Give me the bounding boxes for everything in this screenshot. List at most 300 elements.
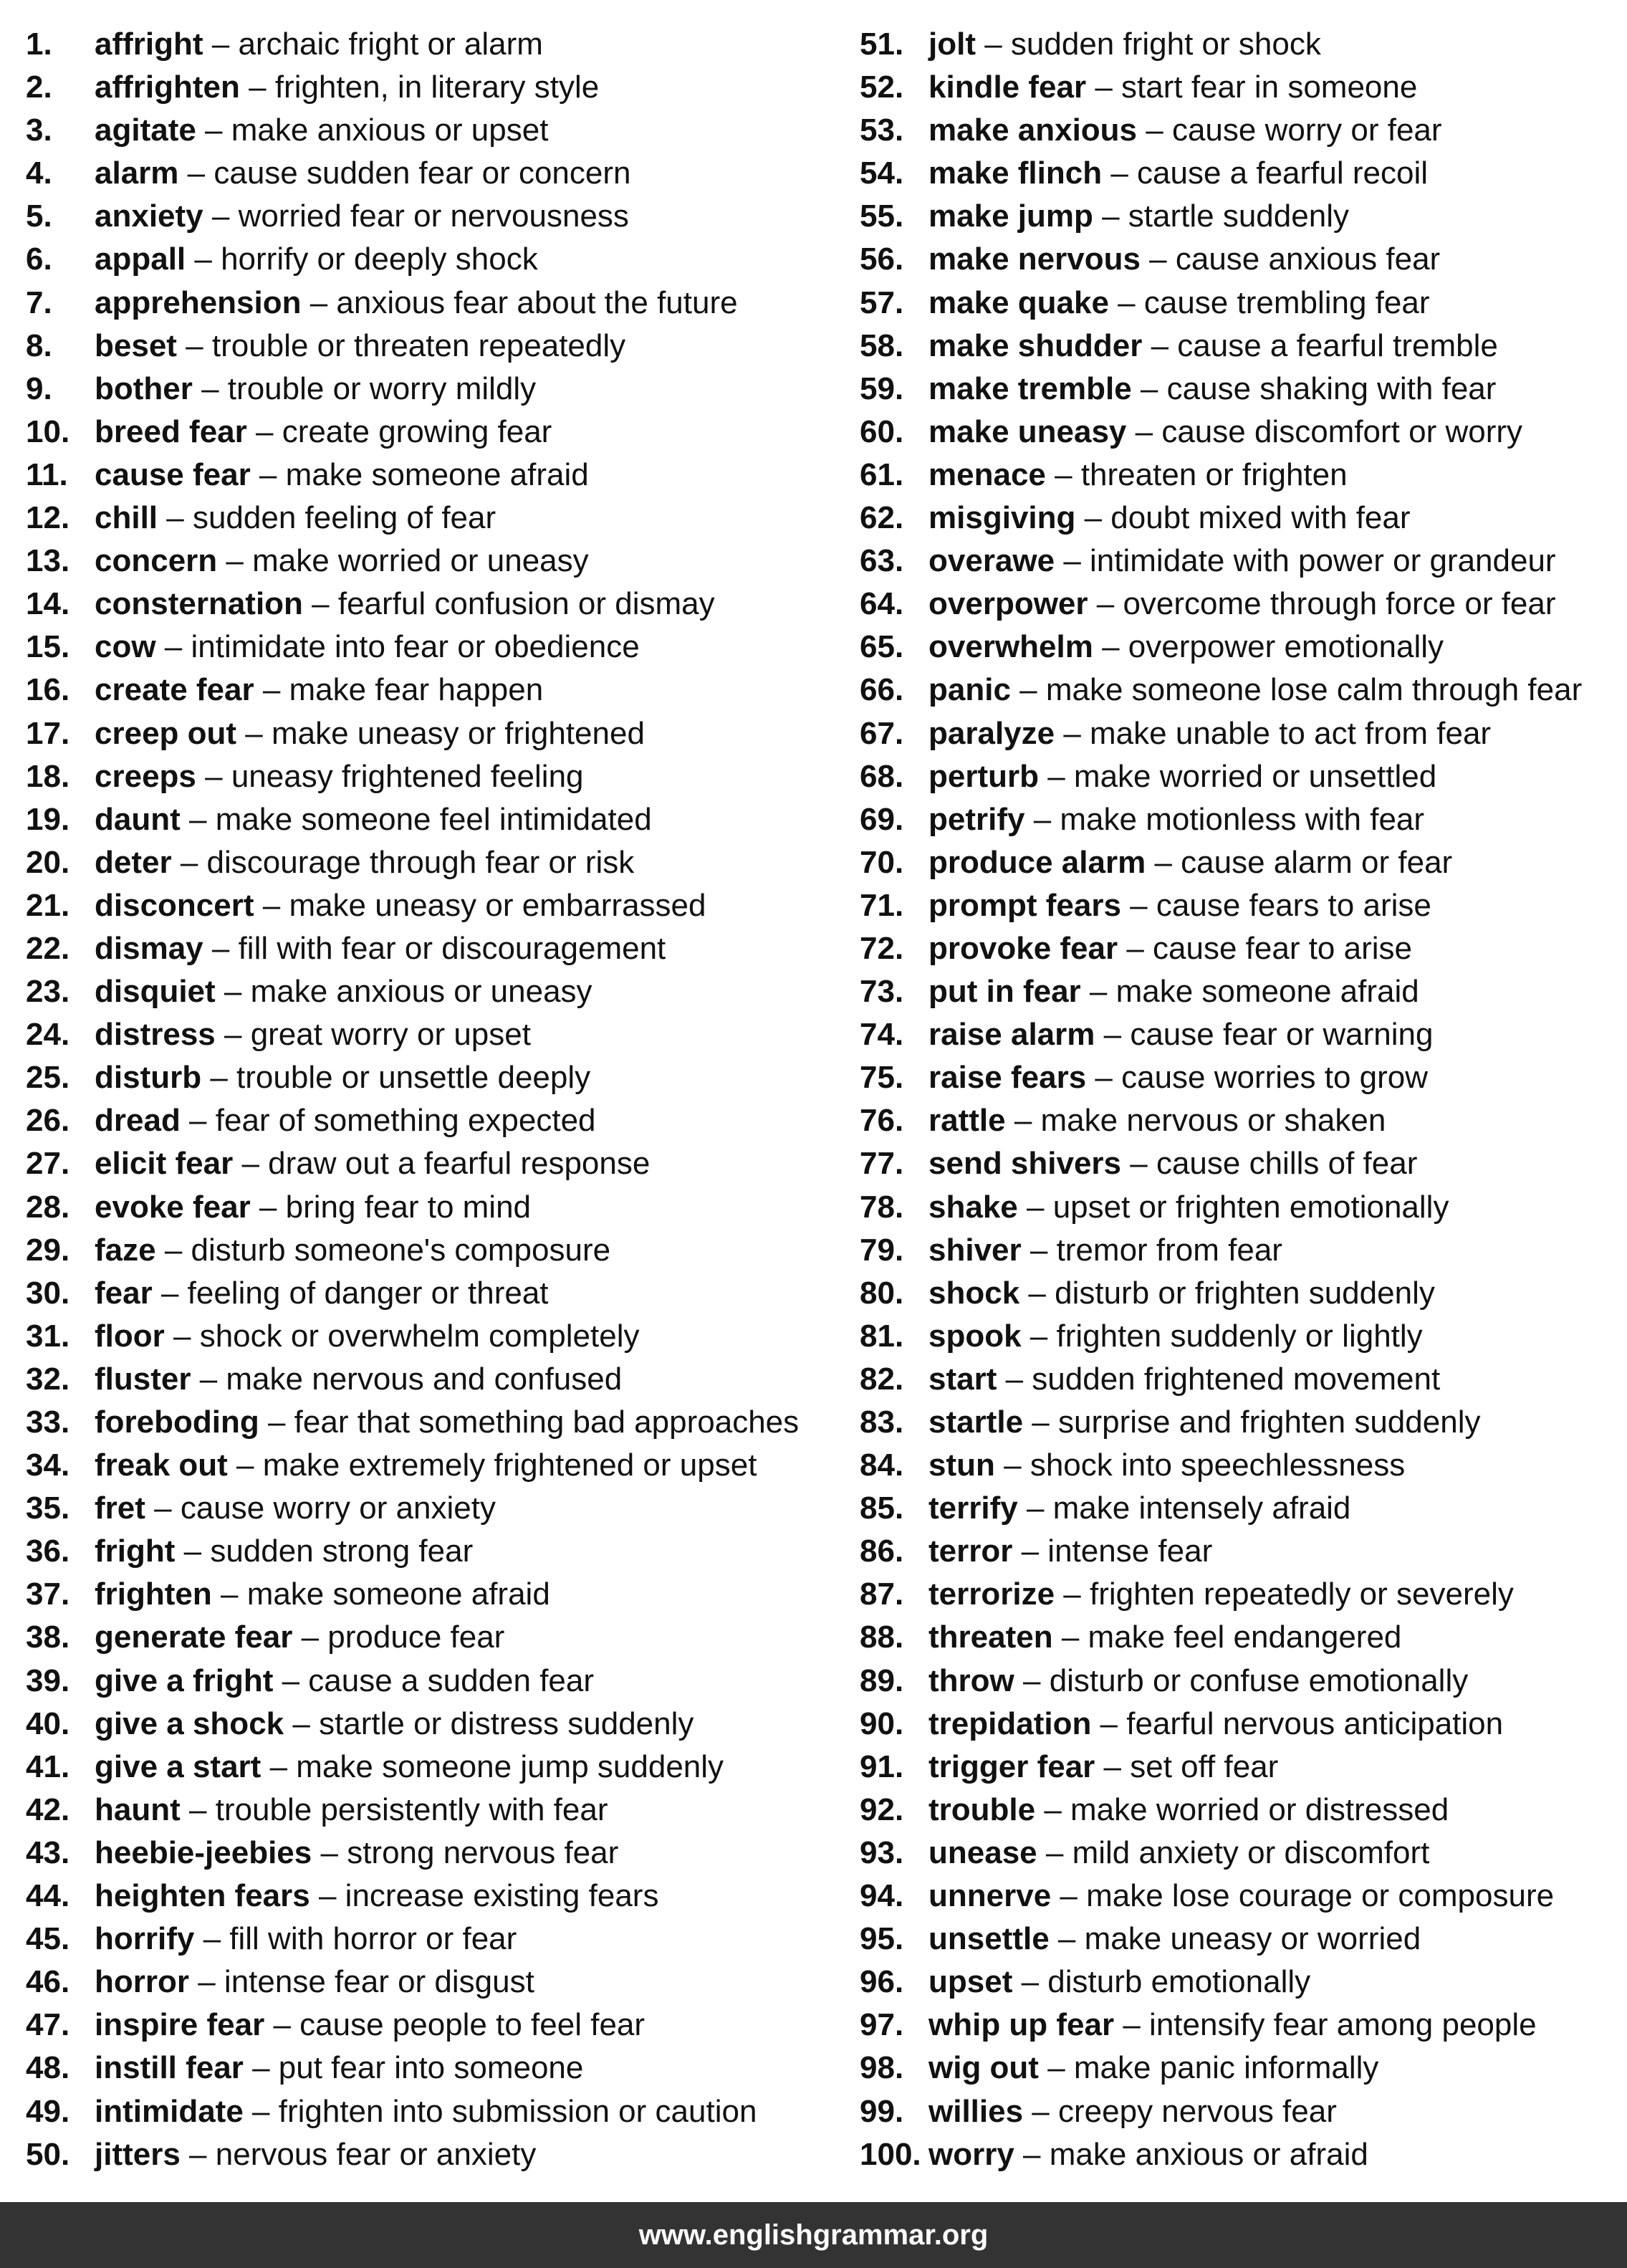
item-definition: feeling of danger or threat	[187, 1275, 549, 1311]
item-separator: –	[236, 715, 272, 751]
item-definition: discourage through fear or risk	[206, 844, 635, 880]
item-number: 66.	[860, 672, 904, 708]
item-number: 89.	[860, 1662, 904, 1698]
list-item	[860, 626, 1619, 669]
item-number: 93.	[860, 1834, 904, 1870]
item-term: terrorize	[928, 1576, 1055, 1612]
item-term: heighten fears	[95, 1878, 310, 1914]
item-term: make shudder	[928, 327, 1143, 363]
list-item	[860, 2004, 1619, 2047]
item-term: upset	[928, 1964, 1013, 2000]
item-separator: –	[196, 758, 231, 794]
item-number: 88.	[860, 1619, 904, 1655]
item-number: 97.	[860, 2007, 904, 2043]
item-separator: –	[1012, 1964, 1048, 2000]
item-term: creeps	[95, 758, 196, 794]
list-item	[860, 325, 1619, 368]
item-separator: –	[1045, 456, 1081, 492]
item-term: startle	[928, 1405, 1024, 1440]
item-number: 13.	[26, 543, 70, 579]
item-separator: –	[180, 2136, 216, 2172]
item-term: spook	[928, 1318, 1022, 1354]
item-separator: –	[152, 1275, 188, 1311]
list-item	[860, 411, 1619, 454]
item-definition: cause anxious fear	[1175, 241, 1441, 277]
item-definition: cause chills of fear	[1156, 1146, 1418, 1182]
item-term: misgiving	[928, 500, 1076, 536]
item-definition: make extremely frightened or upset	[262, 1448, 757, 1483]
item-separator: –	[192, 370, 228, 406]
item-term: make flinch	[928, 155, 1103, 191]
item-number: 34.	[26, 1448, 70, 1483]
item-number: 65.	[860, 629, 904, 665]
list-item	[26, 884, 850, 927]
item-term: paralyze	[928, 715, 1055, 751]
item-definition: overpower emotionally	[1128, 629, 1444, 665]
item-separator: –	[176, 327, 212, 363]
item-separator: –	[1131, 370, 1167, 406]
item-definition: make lose courage or composure	[1086, 1878, 1555, 1914]
item-definition: cause a fearful tremble	[1177, 327, 1498, 363]
item-definition: make fear happen	[289, 672, 544, 708]
list-item	[860, 1444, 1619, 1487]
item-separator: –	[273, 1662, 309, 1698]
list-item	[860, 2047, 1619, 2090]
item-definition: intimidate into fear or obedience	[191, 629, 640, 665]
item-definition: sudden feeling of fear	[192, 500, 496, 536]
item-term: frighten	[95, 1576, 212, 1612]
item-separator: –	[254, 887, 289, 923]
item-term: terrify	[928, 1491, 1018, 1526]
item-definition: make anxious or upset	[231, 113, 549, 148]
item-number: 82.	[860, 1361, 904, 1397]
item-definition: intense fear or disgust	[224, 1964, 534, 2000]
list-item	[26, 1444, 850, 1487]
item-number: 77.	[860, 1146, 904, 1182]
item-definition: disturb someone's composure	[191, 1232, 611, 1268]
list-item	[26, 368, 850, 411]
item-number: 19.	[26, 801, 70, 837]
item-number: 62.	[860, 500, 904, 536]
item-definition: cause shaking with fear	[1166, 370, 1497, 406]
item-separator: –	[1091, 1705, 1127, 1741]
item-separator: –	[1102, 155, 1138, 191]
item-term: make anxious	[928, 113, 1138, 148]
item-term: faze	[95, 1232, 156, 1268]
item-number: 56.	[860, 241, 904, 277]
item-number: 2.	[26, 70, 52, 105]
list-item	[26, 497, 850, 540]
item-term: deter	[95, 844, 172, 880]
item-term: shiver	[928, 1232, 1022, 1268]
item-term: trepidation	[928, 1705, 1092, 1741]
list-item	[860, 1832, 1619, 1875]
item-separator: –	[1021, 1232, 1057, 1268]
list-item	[860, 23, 1619, 66]
item-separator: –	[215, 1017, 251, 1053]
item-separator: –	[1055, 715, 1090, 751]
item-definition: make someone afraid	[285, 456, 589, 492]
item-separator: –	[155, 1232, 191, 1268]
list-item	[26, 1272, 850, 1315]
item-term: wig out	[928, 2050, 1039, 2086]
item-number: 61.	[860, 456, 904, 492]
item-number: 40.	[26, 1705, 70, 1741]
item-number: 14.	[26, 586, 70, 622]
list-item	[860, 1616, 1619, 1659]
list-item	[26, 2133, 850, 2176]
item-separator: –	[250, 1189, 286, 1225]
item-number: 11.	[26, 456, 68, 492]
item-term: overpower	[928, 586, 1088, 622]
list-item	[860, 1229, 1619, 1272]
item-number: 42.	[26, 1791, 70, 1827]
item-number: 20.	[26, 844, 70, 880]
item-term: jitters	[95, 2136, 181, 2172]
item-number: 37.	[26, 1576, 70, 1612]
item-separator: –	[1021, 1318, 1057, 1354]
item-term: inspire fear	[95, 2007, 265, 2043]
item-term: provoke fear	[928, 930, 1118, 966]
item-definition: disturb emotionally	[1047, 1964, 1311, 2000]
list-item	[26, 1142, 850, 1185]
item-separator: –	[1121, 1146, 1156, 1182]
item-definition: fearful nervous anticipation	[1126, 1705, 1504, 1741]
item-separator: –	[312, 1834, 347, 1870]
item-definition: uneasy frightened feeling	[231, 758, 584, 794]
item-term: panic	[928, 672, 1011, 708]
item-definition: make worried or uneasy	[252, 543, 589, 579]
item-term: raise alarm	[928, 1017, 1095, 1053]
item-number: 84.	[860, 1448, 904, 1483]
item-term: jolt	[928, 27, 976, 62]
list-item	[26, 626, 850, 669]
item-definition: make uneasy or worried	[1084, 1921, 1421, 1957]
item-definition: bring fear to mind	[285, 1189, 532, 1225]
item-term: overawe	[928, 543, 1055, 579]
item-term: fear	[95, 1275, 153, 1311]
item-separator: –	[164, 1318, 200, 1354]
list-item	[26, 325, 850, 368]
item-definition: make anxious or uneasy	[250, 974, 592, 1010]
item-separator: –	[203, 27, 239, 62]
list-item	[26, 1573, 850, 1616]
item-separator: –	[1052, 1619, 1088, 1655]
item-term: horror	[95, 1964, 189, 2000]
item-separator: –	[243, 2093, 279, 2129]
item-separator: –	[975, 27, 1011, 62]
item-number: 22.	[26, 930, 70, 966]
list-item	[26, 1099, 850, 1142]
item-number: 53.	[860, 113, 904, 148]
item-definition: startle or distress suddenly	[319, 1705, 694, 1741]
item-definition: frighten into submission or caution	[278, 2093, 757, 2129]
item-definition: cause fears to arise	[1156, 887, 1431, 923]
item-definition: make uneasy or embarrassed	[289, 887, 706, 923]
item-definition: fear of something expected	[215, 1103, 596, 1139]
item-separator: –	[203, 930, 239, 966]
item-number: 4.	[26, 155, 52, 191]
item-term: trigger fear	[928, 1748, 1095, 1784]
item-definition: disturb or confuse emotionally	[1049, 1662, 1469, 1698]
list-item	[26, 411, 850, 454]
item-separator: –	[1126, 413, 1162, 449]
list-item	[860, 152, 1619, 195]
item-definition: intense fear	[1047, 1533, 1213, 1569]
item-definition: trouble or threaten repeatedly	[211, 327, 626, 363]
item-definition: make nervous and confused	[226, 1361, 623, 1397]
item-number: 48.	[26, 2050, 70, 2086]
item-definition: make unable to act from fear	[1090, 715, 1492, 751]
item-definition: cause fear or warning	[1130, 1017, 1434, 1053]
item-number: 90.	[860, 1705, 904, 1741]
item-number: 41.	[26, 1748, 70, 1784]
item-separator: –	[292, 1619, 328, 1655]
item-definition: cause discomfort or worry	[1161, 413, 1523, 449]
item-separator: –	[1114, 2007, 1150, 2043]
item-separator: –	[180, 1791, 216, 1827]
item-definition: cause fear to arise	[1153, 930, 1412, 966]
item-separator: –	[302, 586, 338, 622]
list-item	[860, 1961, 1619, 2004]
item-separator: –	[1093, 198, 1128, 234]
list-item	[860, 1660, 1619, 1703]
item-definition: make someone feel intimidated	[215, 801, 652, 837]
list-item	[26, 1660, 850, 1703]
item-definition: threaten or frighten	[1080, 456, 1348, 492]
list-item	[860, 1142, 1619, 1185]
item-number: 80.	[860, 1275, 904, 1311]
item-term: shock	[928, 1275, 1020, 1311]
list-item	[26, 540, 850, 583]
item-separator: –	[203, 198, 239, 234]
item-number: 1.	[26, 27, 52, 62]
list-item	[860, 1358, 1619, 1401]
item-term: send shivers	[928, 1146, 1122, 1182]
list-item	[26, 798, 850, 841]
item-number: 76.	[860, 1103, 904, 1139]
item-separator: –	[1023, 1405, 1058, 1440]
list-item	[26, 238, 850, 281]
list-item	[26, 282, 850, 325]
item-definition: overcome through force or fear	[1123, 586, 1556, 622]
list-item	[860, 1315, 1619, 1358]
item-number: 57.	[860, 284, 904, 320]
item-separator: –	[994, 1448, 1030, 1483]
item-number: 83.	[860, 1405, 904, 1440]
list-item	[860, 583, 1619, 626]
item-term: concern	[95, 543, 218, 579]
list-item	[860, 1746, 1619, 1789]
item-separator: –	[259, 1405, 294, 1440]
list-item	[860, 454, 1619, 497]
list-item	[26, 669, 850, 712]
list-item	[860, 755, 1619, 798]
item-definition: surprise and frighten suddenly	[1058, 1405, 1481, 1440]
item-term: disconcert	[95, 887, 254, 923]
item-number: 79.	[860, 1232, 904, 1268]
list-item	[860, 1401, 1619, 1444]
item-number: 86.	[860, 1533, 904, 1569]
item-definition: cause alarm or fear	[1181, 844, 1453, 880]
list-item	[860, 2090, 1619, 2133]
item-term: disquiet	[95, 974, 216, 1010]
item-separator: –	[1108, 284, 1144, 320]
list-item	[860, 1530, 1619, 1573]
item-number: 49.	[26, 2093, 70, 2129]
item-term: cow	[95, 629, 156, 665]
item-separator: –	[215, 974, 251, 1010]
item-definition: tremor from fear	[1056, 1232, 1282, 1268]
list-item	[26, 1530, 850, 1573]
list-item	[860, 368, 1619, 411]
item-term: raise fears	[928, 1060, 1087, 1096]
list-item	[860, 1272, 1619, 1315]
item-number: 73.	[860, 974, 904, 1010]
item-separator: –	[1051, 1878, 1087, 1914]
item-term: intimidate	[95, 2093, 244, 2129]
item-definition: doubt mixed with fear	[1110, 500, 1411, 536]
list-item	[26, 1487, 850, 1530]
list-item	[860, 927, 1619, 970]
item-separator: –	[1035, 1791, 1071, 1827]
item-number: 75.	[860, 1060, 904, 1096]
item-term: terror	[928, 1533, 1013, 1569]
item-term: put in fear	[928, 974, 1081, 1010]
item-number: 74.	[860, 1017, 904, 1053]
list-item	[26, 195, 850, 238]
item-number: 8.	[26, 327, 52, 363]
item-definition: fill with fear or discouragement	[238, 930, 666, 966]
item-definition: cause a fearful recoil	[1137, 155, 1429, 191]
item-definition: make worried or distressed	[1070, 1791, 1449, 1827]
item-separator: –	[1012, 1533, 1048, 1569]
item-number: 81.	[860, 1318, 904, 1354]
item-term: affright	[95, 27, 203, 62]
item-term: kindle fear	[928, 70, 1087, 105]
item-number: 50.	[26, 2136, 70, 2172]
list-item	[860, 1099, 1619, 1142]
item-definition: cause a sudden fear	[308, 1662, 595, 1698]
list-item	[860, 497, 1619, 540]
item-number: 55.	[860, 198, 904, 234]
item-number: 39.	[26, 1662, 70, 1698]
item-term: generate fear	[95, 1619, 293, 1655]
item-definition: trouble persistently with fear	[215, 1791, 608, 1827]
item-term: freak out	[95, 1448, 228, 1483]
item-definition: sudden fright or shock	[1010, 27, 1321, 62]
item-separator: –	[309, 1878, 345, 1914]
footer-url[interactable]: www.englishgrammar.org	[638, 2219, 989, 2251]
item-definition: intensify fear among people	[1149, 2007, 1537, 2043]
item-number: 96.	[860, 1964, 904, 2000]
item-definition: nervous fear or anxiety	[215, 2136, 537, 2172]
item-separator: –	[196, 113, 231, 148]
item-term: creep out	[95, 715, 237, 751]
item-number: 54.	[860, 155, 904, 191]
item-number: 23.	[26, 974, 70, 1010]
item-definition: shock into speechlessness	[1030, 1448, 1406, 1483]
item-separator: –	[1086, 1060, 1122, 1096]
item-separator: –	[239, 70, 275, 105]
list-item	[860, 540, 1619, 583]
item-number: 35.	[26, 1491, 70, 1526]
list-item	[26, 152, 850, 195]
list-item	[26, 454, 850, 497]
item-term: unnerve	[928, 1878, 1052, 1914]
list-item	[860, 195, 1619, 238]
item-term: distress	[95, 1017, 216, 1053]
item-separator: –	[1095, 1017, 1131, 1053]
item-number: 33.	[26, 1405, 70, 1440]
item-number: 3.	[26, 113, 52, 148]
item-separator: –	[1146, 844, 1181, 880]
list-item	[26, 1229, 850, 1272]
item-separator: –	[284, 1705, 320, 1741]
list-item	[860, 282, 1619, 325]
item-number: 15.	[26, 629, 70, 665]
item-term: make nervous	[928, 241, 1141, 277]
item-term: apprehension	[95, 284, 302, 320]
item-term: make tremble	[928, 370, 1132, 406]
item-number: 85.	[860, 1491, 904, 1526]
item-definition: sudden strong fear	[210, 1533, 474, 1569]
item-definition: fill with horror or fear	[229, 1921, 517, 1957]
item-number: 27.	[26, 1146, 70, 1182]
item-number: 59.	[860, 370, 904, 406]
item-separator: –	[1039, 758, 1074, 794]
item-definition: fearful confusion or dismay	[337, 586, 715, 622]
item-term: agitate	[95, 113, 196, 148]
item-separator: –	[1120, 887, 1156, 923]
item-term: bother	[95, 370, 193, 406]
item-definition: create growing fear	[282, 413, 552, 449]
item-number: 7.	[26, 284, 52, 320]
item-number: 47.	[26, 2007, 70, 2043]
list-item	[26, 1616, 850, 1659]
list-item	[26, 2047, 850, 2090]
list-item	[26, 1875, 850, 1918]
item-term: worry	[928, 2136, 1014, 2172]
item-number: 10.	[26, 413, 70, 449]
list-item	[860, 1918, 1619, 1961]
item-separator: –	[301, 284, 337, 320]
item-term: rattle	[928, 1103, 1006, 1139]
item-term: appall	[95, 241, 186, 277]
list-item	[860, 2133, 1619, 2176]
item-term: threaten	[928, 1619, 1053, 1655]
item-separator: –	[186, 241, 221, 277]
item-number: 38.	[26, 1619, 70, 1655]
item-number: 51.	[860, 27, 904, 62]
item-definition: make someone jump suddenly	[296, 1748, 724, 1784]
item-number: 71.	[860, 887, 904, 923]
word-list-right-column	[860, 23, 1619, 2176]
list-item	[860, 841, 1619, 884]
item-term: heebie-jeebies	[95, 1834, 312, 1870]
item-definition: archaic fright or alarm	[238, 27, 543, 62]
item-term: give a shock	[95, 1705, 284, 1741]
item-number: 100.	[860, 2136, 921, 2172]
item-number: 45.	[26, 1921, 70, 1957]
item-definition: put fear into someone	[278, 2050, 584, 2086]
item-number: 67.	[860, 715, 904, 751]
list-item	[26, 109, 850, 152]
item-definition: shock or overwhelm completely	[199, 1318, 640, 1354]
item-term: dread	[95, 1103, 181, 1139]
item-definition: increase existing fears	[345, 1878, 659, 1914]
item-term: beset	[95, 327, 177, 363]
